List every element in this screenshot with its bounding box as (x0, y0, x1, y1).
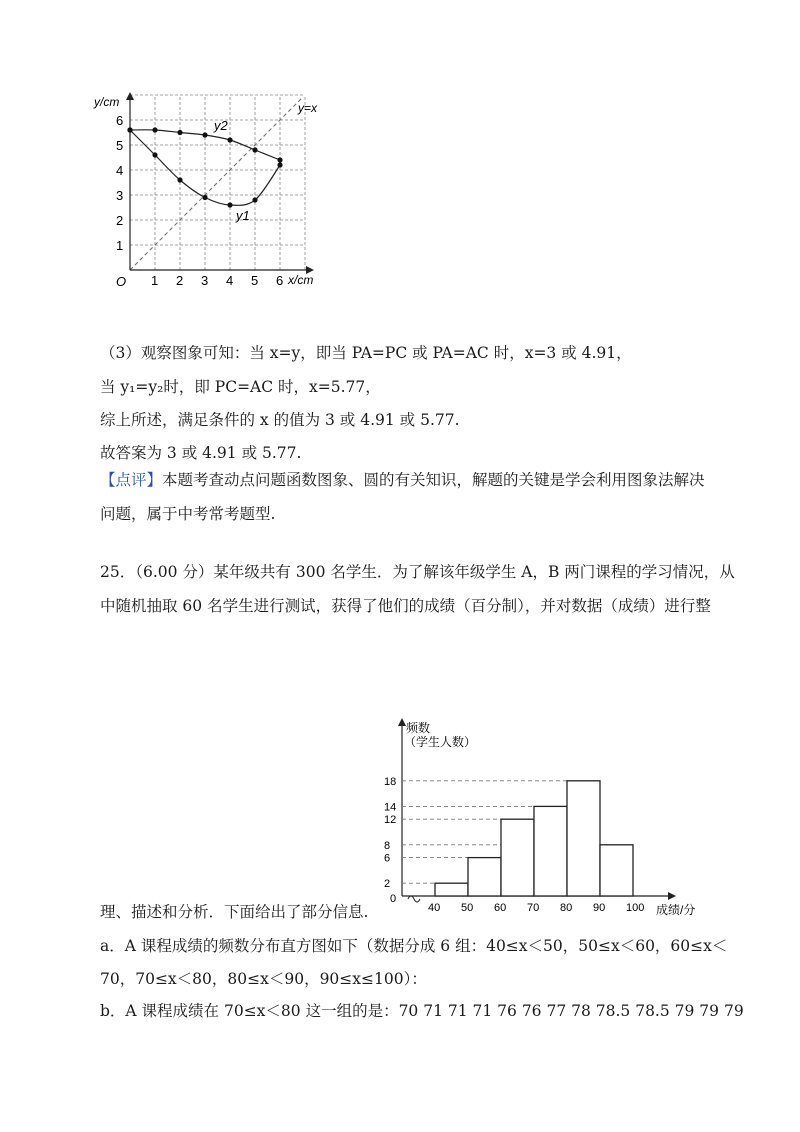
hist-y-tick: 2 (384, 878, 391, 891)
x-tick-label: 3 (201, 273, 209, 288)
point-y2 (152, 127, 157, 132)
x-tick-label: 4 (226, 273, 234, 288)
hist-x-tick: 40 (428, 902, 441, 914)
x-axis-label: x/cm (288, 273, 314, 287)
hist-axis-break (408, 896, 420, 902)
x-tick-label: 2 (176, 273, 184, 288)
hist-ylabel: 频数 (406, 721, 431, 735)
hist-bar (468, 858, 501, 896)
y-axis-label: y/cm (94, 95, 120, 109)
y-tick-label: 6 (116, 113, 124, 128)
hist-xlabel: 成绩/分 (656, 903, 696, 917)
point-y1 (277, 162, 282, 167)
x-tick-label: 5 (251, 273, 259, 288)
hist-origin: 0 (390, 893, 397, 905)
hist-bar (600, 845, 633, 896)
point-y2 (227, 137, 232, 142)
x-tick-label: 1 (151, 273, 159, 288)
point-y1 (152, 152, 157, 157)
hist-y-tick-labels (384, 776, 396, 890)
point-y2 (202, 132, 207, 137)
y-tick-label: 3 (116, 188, 124, 203)
hist-y-tick: 14 (384, 801, 397, 814)
hist-y-tick: 8 (384, 839, 391, 852)
origin-label: O (116, 274, 127, 289)
line-label: y=x (298, 101, 318, 115)
point-y2 (252, 147, 257, 152)
solution-line-2: 当 y₁=y₂时，即 PC=AC 时，x=5.77， (100, 378, 381, 396)
hist-y-tick: 18 (384, 775, 397, 788)
question-25-line-3: 理、描述和分析．下面给出了部分信息. (100, 903, 369, 921)
hist-y-arrow (398, 718, 406, 726)
point-y2 (177, 130, 182, 135)
hist-x-tick-labels (428, 902, 644, 914)
hist-x-tick: 90 (593, 902, 606, 914)
point-y1 (202, 195, 207, 200)
hist-x-tick: 50 (461, 902, 474, 914)
hist-y-tick: 6 (384, 852, 391, 865)
y-axis-arrow (126, 92, 134, 100)
point-y1 (227, 202, 232, 207)
hist-ylabel-sub: （学生人数） (404, 735, 477, 749)
function-graph (92, 88, 328, 300)
x-tick-label: 6 (276, 273, 284, 288)
question-25-line-1: 25．（6.00 分）某年级共有 300 名学生．为了解该年级学生 A，B 两门课程的学习情况，从 (100, 563, 735, 581)
comment-line-2: 问题，属于中考常考题型. (100, 505, 276, 523)
curve-y1-label: y1 (236, 208, 250, 223)
hist-x-tick: 60 (494, 902, 507, 914)
hist-bars (435, 781, 633, 896)
y-tick-label: 5 (116, 138, 124, 153)
point-y1 (252, 197, 257, 202)
hist-x-tick: 70 (527, 902, 540, 914)
item-a-line-2: 70，70≤x＜80，80≤x＜90，90≤x≤100）： (100, 970, 427, 988)
y-tick-label: 2 (116, 213, 124, 228)
curve-y2-label: y2 (214, 118, 228, 133)
y-tick-label: 1 (116, 238, 124, 253)
y-tick-label: 4 (116, 163, 124, 178)
hist-x-tick: 80 (560, 902, 573, 914)
point-y1 (177, 177, 182, 182)
comment-line-1 (100, 470, 705, 490)
comment-text-1: 本题考查动点问题函数图象、圆的有关知识，解题的关键是学会利用图象法解决 (162, 471, 705, 489)
hist-bar (534, 806, 567, 896)
question-25-line-2: 中随机抽取 60 名学生进行测试，获得了他们的成绩（百分制），并对数据（成绩）进行整 (100, 597, 711, 615)
hist-x-tick: 100 (626, 902, 645, 914)
hist-bar (567, 781, 600, 896)
hist-bar (501, 819, 534, 896)
solution-line-1: （3）观察图象可知：当 x=y，即当 PA=PC 或 PA=AC 时，x=3 或 4.91， (100, 344, 632, 362)
hist-y-tick: 12 (384, 814, 397, 827)
histogram (380, 716, 700, 920)
item-b: b．A 课程成绩在 70≤x＜80 这一组的是：70 71 71 71 76 76 77 78 78.5 78.5 79 79 79 (100, 1002, 744, 1020)
comment-tag: 【点评】 (100, 471, 163, 489)
solution-line-4: 故答案为 3 或 4.91 或 5.77. (100, 444, 302, 462)
point-y2 (127, 127, 132, 132)
hist-x-arrow (668, 892, 676, 900)
point-y2 (277, 157, 282, 162)
hist-bar (435, 883, 468, 896)
item-a-line-1: a．A 课程成绩的频数分布直方图如下（数据分成 6 组：40≤x＜50，50≤x＜60，60≤x＜ (100, 937, 728, 955)
solution-line-3: 综上所述，满足条件的 x 的值为 3 或 4.91 或 5.77. (100, 411, 460, 429)
